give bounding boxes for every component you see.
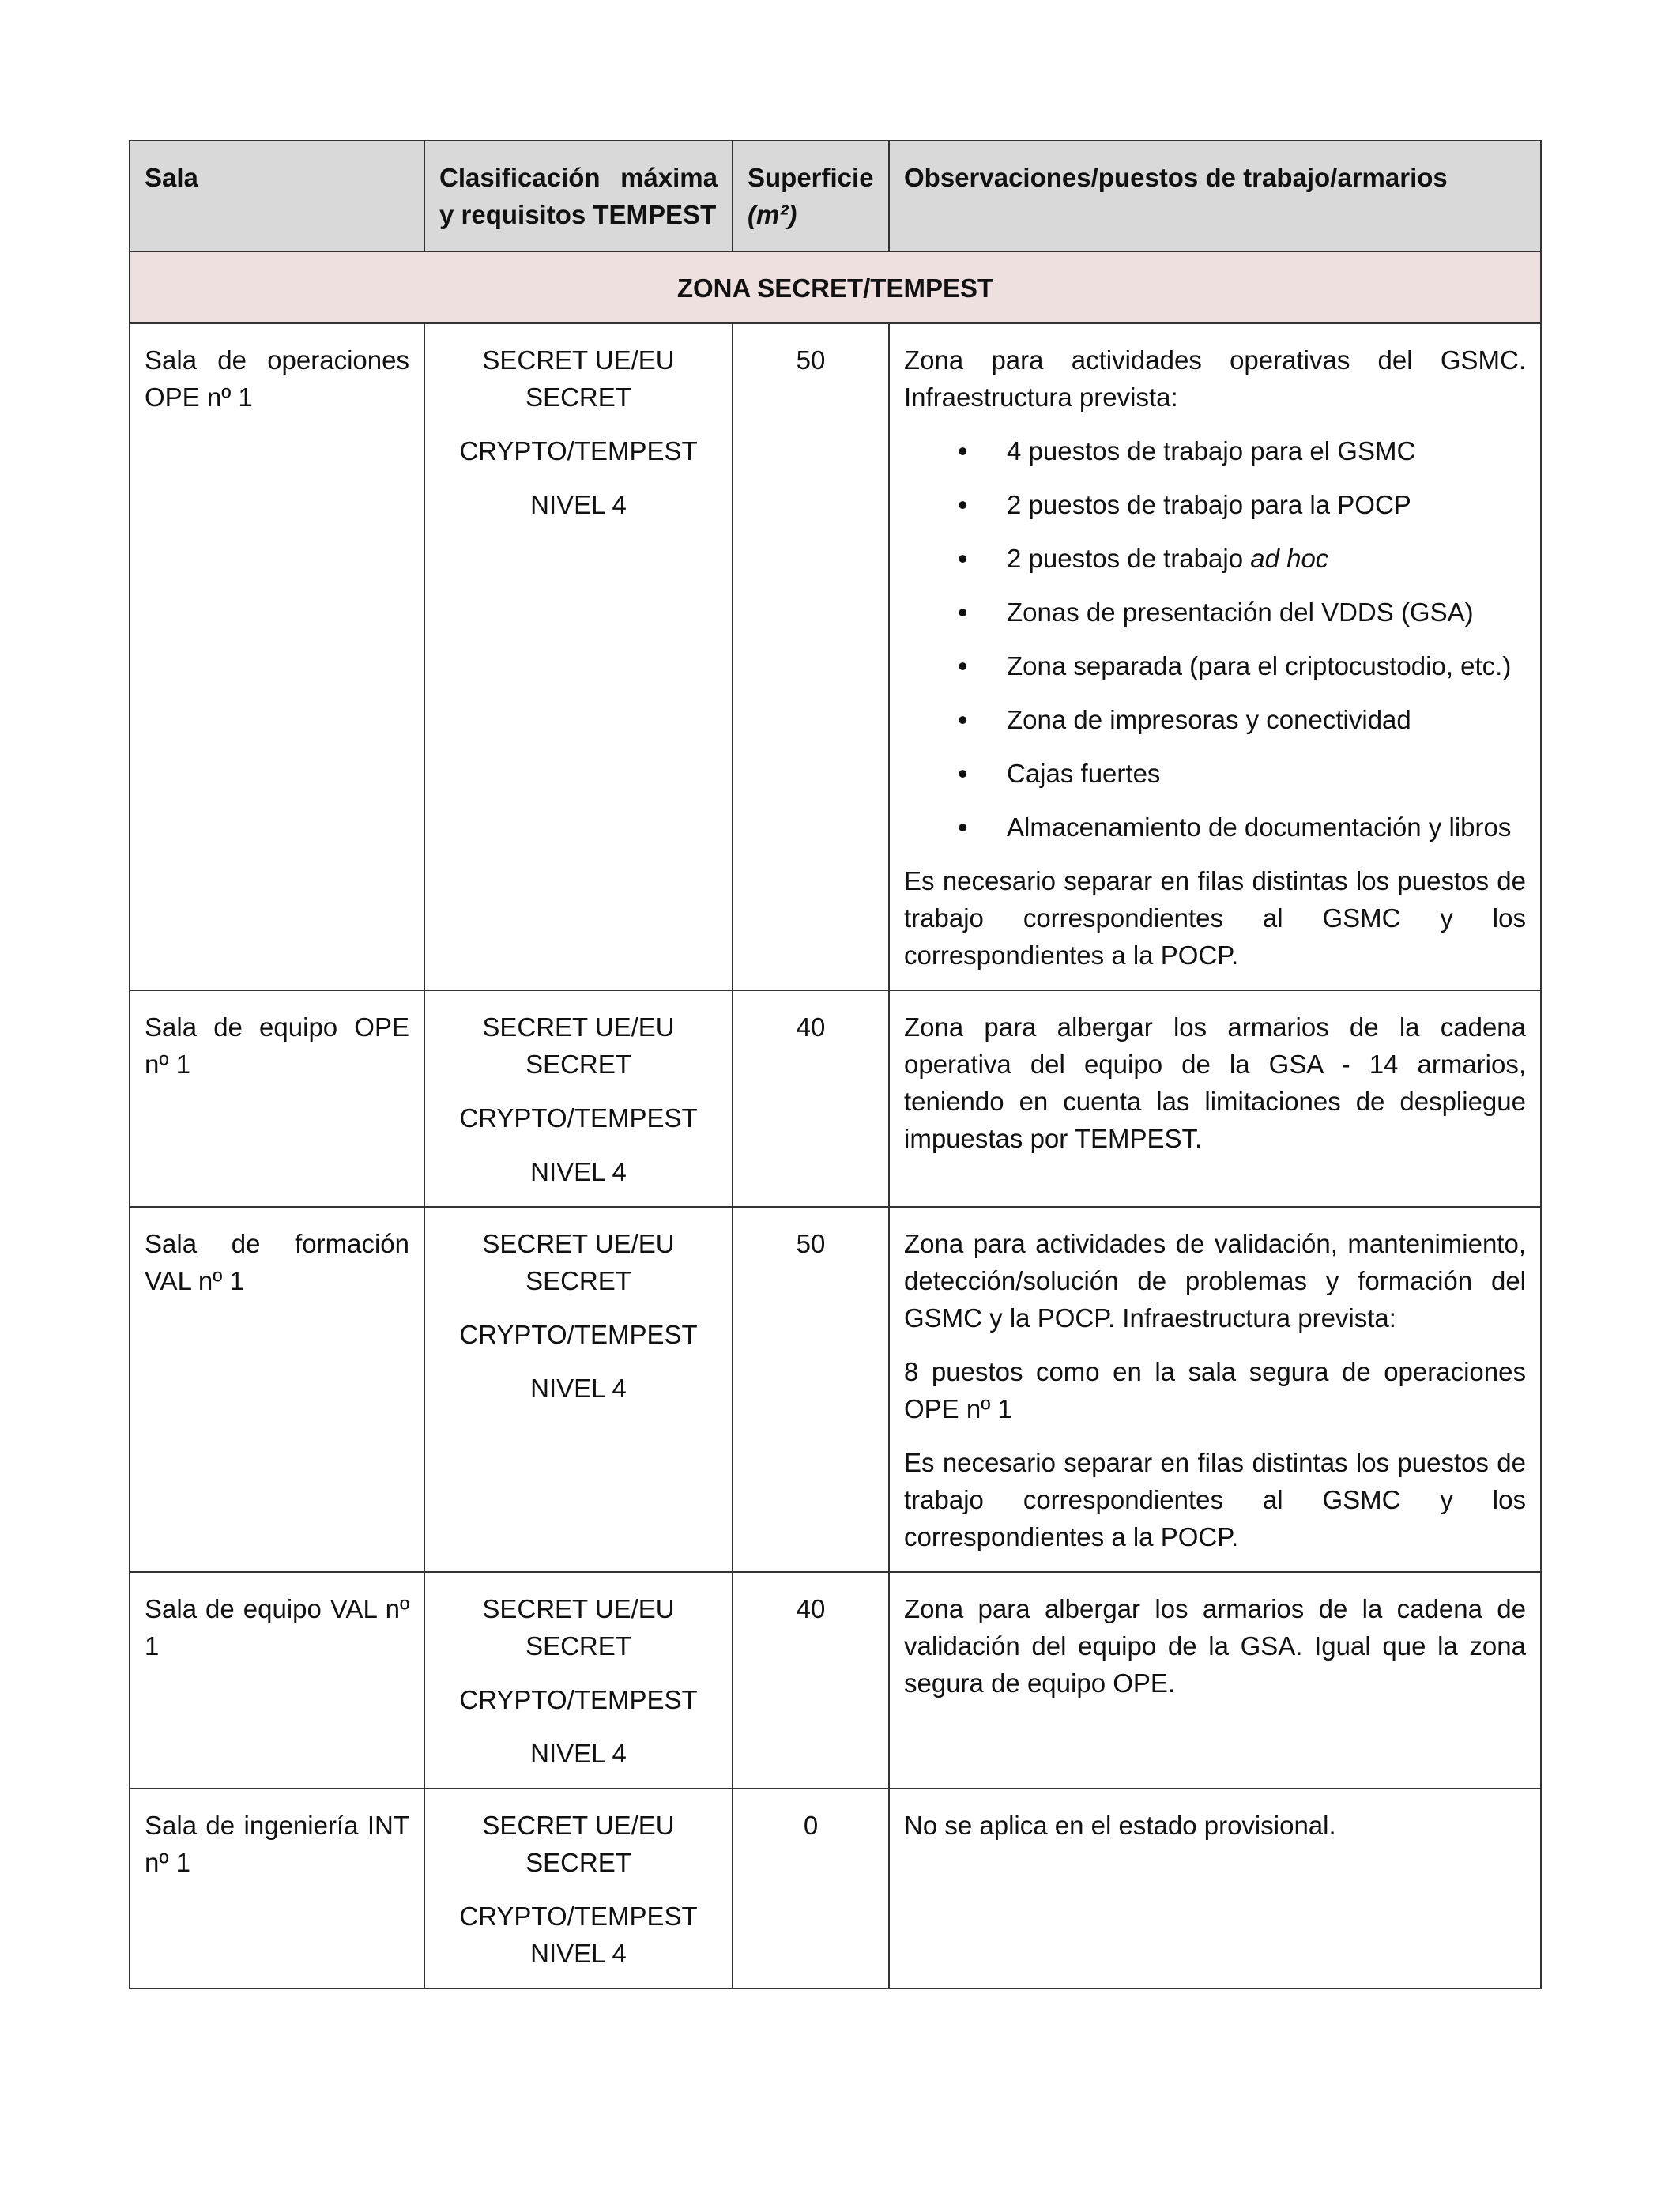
header-superficie-label: Superficie [748,163,874,192]
class-line: SECRET UE/EU SECRET [482,1594,675,1661]
class-line: NIVEL 4 [530,490,627,519]
list-item: • 4 puestos de trabajo para el GSMC [904,432,1526,469]
header-superficie-unit: (m²) [748,200,797,229]
class-line: CRYPTO/TEMPEST [459,1902,698,1931]
infrastructure-list [904,432,1526,846]
zone-row [130,251,1541,323]
cell-sala: Sala de equipo OPE nº 1 [130,990,424,1207]
obs-text: 8 puestos como en la sala segura de operaciones OPE nº 1 [904,1357,1526,1423]
obs-intro: Zona para actividades operativas del GSMC. Infraestructura prevista: [904,345,1526,412]
cell-sala: Sala de formación VAL nº 1 [130,1207,424,1572]
list-item-text: 2 puestos de trabajo [1007,544,1251,573]
class-line: CRYPTO/TEMPEST [459,1685,698,1714]
header-clasificacion [424,141,733,251]
cell-clasificacion [424,1789,733,1989]
cell-superficie: 50 [733,323,889,990]
cell-sala: Sala de equipo VAL nº 1 [130,1572,424,1789]
table-row [130,1207,1541,1572]
obs-text: No se aplica en el estado provisional. [904,1811,1336,1840]
rooms-table [129,140,1542,1989]
cell-clasificacion [424,323,733,990]
obs-text: Zona para albergar los armarios de la cadena operativa del equipo de la GSA - 14 armarios, teniendo en cuenta las limitaciones de despliegue impuestas por TEMPEST. [904,1012,1526,1153]
class-line: NIVEL 4 [530,1739,627,1768]
list-item [904,540,1526,577]
cell-observaciones [889,1207,1541,1572]
obs-note: Es necesario separar en filas distintas los puestos de trabajo correspondientes al GSMC y los correspondientes a la POCP. [904,866,1526,970]
cell-clasificacion [424,1207,733,1572]
class-line: SECRET UE/EU SECRET [482,1229,675,1295]
class-line: CRYPTO/TEMPEST [459,1320,698,1349]
class-line: NIVEL 4 [530,1157,627,1186]
obs-text: Zona para albergar los armarios de la cadena de validación del equipo de la GSA. Igual que la zona segura de equipo OPE. [904,1594,1526,1698]
table-row [130,323,1541,990]
class-line: SECRET UE/EU SECRET [482,1811,675,1877]
table-header-row [130,141,1541,251]
cell-observaciones [889,1789,1541,1989]
list-item-italic: ad hoc [1250,544,1329,573]
cell-clasificacion [424,990,733,1207]
cell-superficie: 40 [733,990,889,1207]
list-item: • Zona separada (para el criptocustodio, etc.) [904,647,1526,684]
table-row [130,1572,1541,1789]
class-line: CRYPTO/TEMPEST [459,436,698,466]
cell-observaciones [889,1572,1541,1789]
cell-sala: Sala de ingeniería INT nº 1 [130,1789,424,1989]
class-line: SECRET UE/EU SECRET [482,345,675,412]
list-item: • Zonas de presentación del VDDS (GSA) [904,594,1526,631]
cell-observaciones [889,323,1541,990]
cell-superficie: 50 [733,1207,889,1572]
class-line: NIVEL 4 [530,1939,627,1968]
cell-clasificacion [424,1572,733,1789]
zone-label: ZONA SECRET/TEMPEST [130,251,1541,323]
class-line: CRYPTO/TEMPEST [459,1103,698,1133]
cell-sala: Sala de operaciones OPE nº 1 [130,323,424,990]
class-line: NIVEL 4 [530,1374,627,1403]
table-row [130,1789,1541,1989]
cell-observaciones [889,990,1541,1207]
cell-superficie: 40 [733,1572,889,1789]
table-row [130,990,1541,1207]
cell-superficie: 0 [733,1789,889,1989]
class-line: SECRET UE/EU SECRET [482,1012,675,1079]
obs-text: Zona para actividades de validación, mantenimiento, detección/solución de problemas y formación del GSMC y la POCP. Infraestructura prevista: [904,1229,1526,1333]
obs-note: Es necesario separar en filas distintas los puestos de trabajo correspondientes al GSMC y los correspondientes a la POCP. [904,1448,1526,1551]
header-clasificacion-label: Clasificación máxima y requisitos TEMPEST [439,163,718,229]
list-item: • Almacenamiento de documentación y libros [904,809,1526,846]
header-sala: Sala [130,141,424,251]
list-item: • Cajas fuertes [904,755,1526,792]
header-superficie [733,141,889,251]
header-observaciones: Observaciones/puestos de trabajo/armarios [889,141,1541,251]
list-item: • Zona de impresoras y conectividad [904,701,1526,738]
list-item: • 2 puestos de trabajo para la POCP [904,486,1526,523]
